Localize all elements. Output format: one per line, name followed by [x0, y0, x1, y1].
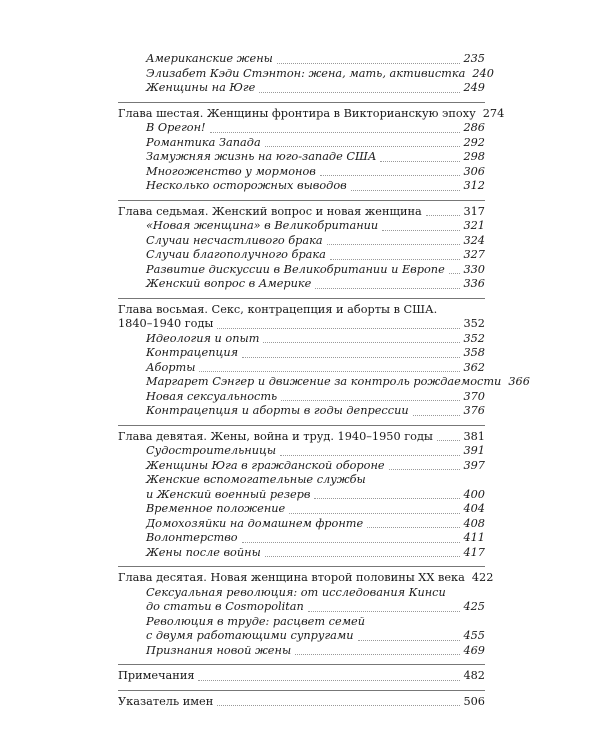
chapter-divider: [118, 690, 485, 691]
toc-entry[interactable]: Домохозяйки на домашнем фронте 408: [146, 516, 485, 530]
toc-entry[interactable]: Жены после войны 417: [146, 545, 485, 559]
toc-entry[interactable]: Американские жены 235: [146, 52, 485, 65]
toc-entry-line-2[interactable]: с двумя работающими супругами 455: [146, 629, 485, 642]
toc-entry[interactable]: Случаи благополучного брака 327: [146, 248, 485, 261]
toc-entry[interactable]: Признания новой жены 469: [146, 643, 485, 657]
chapter-divider: [118, 102, 485, 103]
toc-entry-line-2[interactable]: и Женский военный резерв 400: [146, 487, 485, 501]
toc-entry[interactable]: Временное положение 404: [146, 502, 485, 515]
chapter-divider: [118, 298, 485, 299]
table-of-contents: [118, 52, 530, 709]
chapter-7: [118, 205, 485, 292]
chapter-9: [118, 430, 485, 561]
toc-entry[interactable]: Судостроительницы 391: [146, 444, 485, 457]
toc-entry[interactable]: Новая сексуальность 370: [146, 389, 485, 403]
chapter-divider: [118, 425, 485, 426]
chapter-title[interactable]: Глава седьмая. Женский вопрос и новая женщина 317: [118, 204, 485, 218]
toc-entry[interactable]: Контрацепция 358: [146, 346, 485, 359]
chapter-title-line-1[interactable]: Глава восьмая. Секс, контрацепция и аборты в США.: [118, 302, 438, 316]
toc-entry[interactable]: Аборты 362: [146, 360, 485, 374]
toc-entry[interactable]: Развитие дискуссии в Великобритании и Европе 330: [146, 262, 485, 276]
toc-entry[interactable]: Маргарет Сэнгер и движение за контроль рождаемости 366: [146, 375, 530, 388]
toc-entry[interactable]: Элизабет Кэди Стэнтон: жена, мать, активистка 240: [146, 66, 494, 80]
chapter-title-line-2[interactable]: 1840–1940 годы 352: [118, 317, 485, 330]
toc-entry[interactable]: Женщины на Юге 249: [146, 81, 485, 94]
toc-entry[interactable]: Романтика Запада 292: [146, 135, 485, 149]
toc-entry-line-2[interactable]: до статьи в Cosmopolitan 425: [146, 600, 485, 613]
toc-entry[interactable]: Волонтерство 411: [146, 531, 485, 544]
toc-entry[interactable]: Несколько осторожных выводов 312: [146, 179, 485, 192]
toc-entry-line-1[interactable]: Революция в труде: расцвет семей: [146, 614, 366, 628]
chapter-title[interactable]: Глава шестая. Женщины фронтира в Викторианскую эпоху 274: [118, 106, 505, 120]
chapter-10: [118, 571, 494, 658]
toc-entry[interactable]: «Новая женщина» в Великобритании 321: [146, 219, 485, 232]
toc-entry-line-1[interactable]: Женские вспомогательные службы: [146, 473, 366, 486]
chapter-title[interactable]: Глава девятая. Жены, война и труд. 1940–1950 годы 381: [118, 429, 485, 443]
chapter-8: [118, 302, 530, 419]
toc-entry[interactable]: В Орегон! 286: [146, 121, 485, 134]
toc-entry[interactable]: Контрацепция и аборты в годы депрессии 376: [146, 404, 485, 417]
chapter-divider: [118, 664, 485, 665]
section-block-1: [118, 52, 494, 96]
toc-entry[interactable]: Женский вопрос в Америке 336: [146, 277, 485, 290]
toc-entry[interactable]: Замужняя жизнь на юго-западе США 298: [146, 150, 485, 163]
toc-entry-line-1[interactable]: Сексуальная революция: от исследования Кинси: [146, 585, 446, 599]
toc-entry[interactable]: Женщины Юга в гражданской обороне 397: [146, 458, 485, 472]
chapter-divider: [118, 200, 485, 201]
toc-entry[interactable]: Случаи несчастливого брака 324: [146, 233, 485, 247]
chapter-6: [118, 106, 505, 194]
index-entry[interactable]: Указатель имен 506: [118, 694, 485, 708]
toc-entry[interactable]: Многоженство у мормонов 306: [146, 164, 485, 178]
chapter-divider: [118, 566, 485, 567]
toc-entry[interactable]: Идеология и опыт 352: [146, 331, 485, 345]
chapter-title[interactable]: Глава десятая. Новая женщина второй половины XX века 422: [118, 571, 494, 584]
notes-entry[interactable]: Примечания 482: [118, 669, 485, 682]
